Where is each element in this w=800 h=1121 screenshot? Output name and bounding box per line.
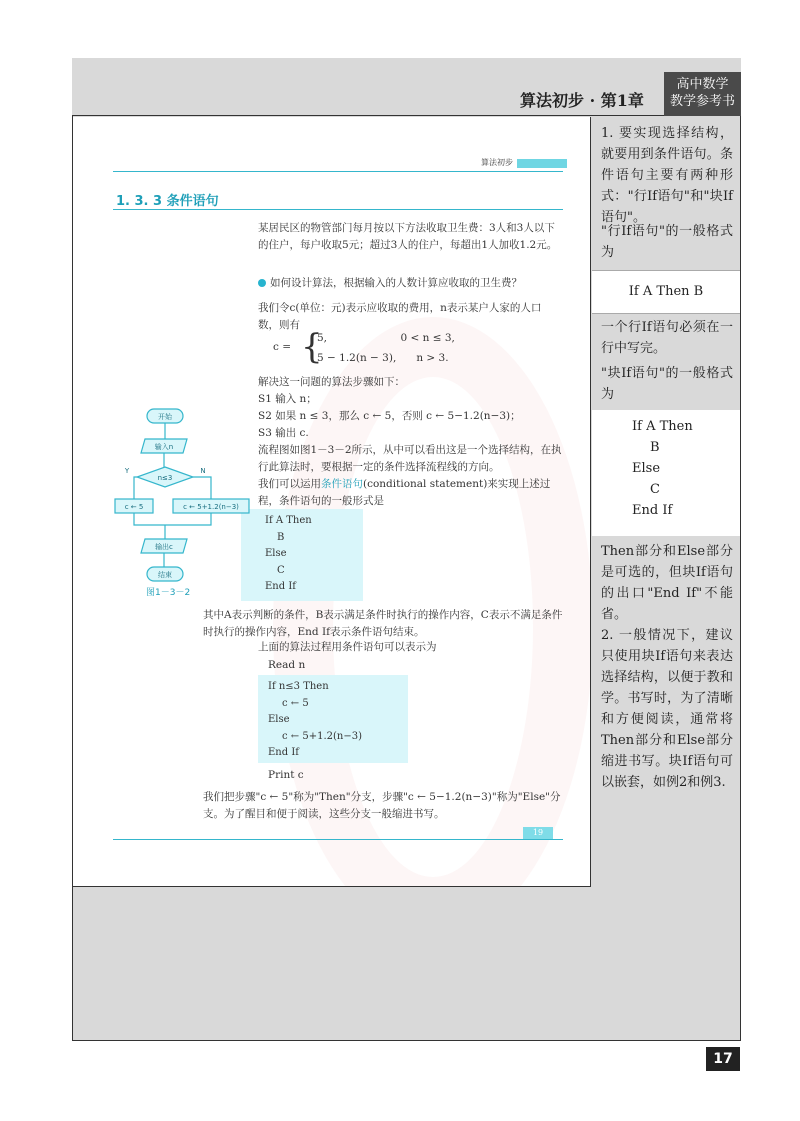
block-if-line: If A Then [632, 419, 693, 434]
flow-no-label: N [200, 467, 206, 475]
formula-row-2: 5 − 1.2(n − 3), n > 3. [317, 352, 449, 364]
flow-else-label: c ← 5+1.2(n−3) [183, 503, 239, 511]
side-note-2: "行If语句"的一般格式为 [601, 224, 733, 260]
page-number: 17 [706, 1047, 740, 1071]
code2-line: End If [268, 747, 299, 758]
code1-line: If A Then [265, 515, 312, 526]
block-if-line: B [650, 440, 660, 455]
step-2: S2 如果 n ≤ 3，那么 c ← 5，否则 c ← 5−1.2(n−3)； [258, 410, 521, 422]
conditional-text-a: 我们可以运用 [258, 478, 321, 490]
general-form-code-block [241, 509, 363, 601]
intro-paragraph: 某居民区的物管部门每月按以下方法收取卫生费：3人和3人以下的住户，每户收取5元；超过3人的住户，每超出1人加收1.2元。 [258, 222, 558, 251]
section-rule [113, 209, 563, 210]
flow-input-label: 输入n [154, 443, 174, 451]
question-text: 如何设计算法，根据输入的人数计算应收取的卫生费？ [270, 277, 522, 289]
flow-cond-label: n≤3 [157, 474, 173, 482]
chapter-title: 算法初步 · 第1章 [520, 91, 644, 110]
running-head [481, 157, 571, 168]
question-bullet-icon [258, 279, 266, 287]
code1-line: C [277, 564, 285, 576]
algorithm-code-block [258, 675, 408, 763]
side-note-6: 2. 一般情况下，建议只使用块If语句来表达选择结构，以便于教和学。书写时，为了清晰和方便阅读，通常将Then部分和Else部分缩进书写。块If语句可以嵌套，如例2和例3. [601, 628, 733, 790]
block-if-line: C [650, 482, 660, 497]
print-line: Print c [268, 769, 304, 781]
flow-output-label: 输出c [155, 543, 173, 551]
footer-rule [113, 839, 563, 840]
figure-label: 图1－3－2 [146, 588, 191, 598]
code1-line: B [277, 531, 285, 543]
formula-brace: { [301, 327, 323, 367]
side-note-4: "块If语句"的一般格式为 [601, 366, 733, 402]
code2-line: c ← 5+1.2(n−3) [282, 730, 362, 742]
formula-lhs: c = [273, 341, 292, 353]
flow-then-label: c ← 5 [124, 503, 144, 511]
inner-page-number: 19 [523, 827, 553, 839]
flow-yes-label: Y [124, 467, 130, 475]
formula-row-1: 5, 0 < n ≤ 3, [317, 332, 455, 344]
side-note-3: 一个行If语句必须在一行中写完。 [601, 320, 733, 356]
running-head-bar [517, 159, 567, 168]
block-if-line: End If [632, 503, 673, 518]
header-rule [113, 171, 563, 172]
explanation-paragraph: 其中A表示判断的条件，B表示满足条件时执行的操作内容，C表示不满足条件时执行的操作内容，End If表示条件语句结束。 [203, 609, 563, 638]
steps-intro: 解决这一问题的算法步骤如下： [258, 376, 405, 388]
algorithm-intro: 上面的算法过程用条件语句可以表示为 [258, 641, 437, 653]
flow-start-label: 开始 [158, 413, 172, 421]
code1-line: Else [265, 548, 287, 559]
question-line [258, 275, 558, 292]
branch-paragraph: 我们把步骤"c ← 5"称为"Then"分支，步骤"c ← 5−1.2(n−3)"称为"Else"分支。为了醒目和便于阅读，这些分支一般缩进书写。 [203, 791, 561, 820]
line-if-box: If A Then B [592, 270, 740, 314]
code2-line: If n≤3 Then [268, 681, 329, 692]
badge-line2: 教学参考书 [669, 94, 735, 109]
conditional-paragraph [258, 476, 563, 510]
code2-line: Else [268, 714, 290, 725]
running-head-label: 算法初步 [481, 158, 513, 167]
flowchart [113, 407, 253, 587]
book-badge [664, 72, 741, 116]
badge-line1: 高中数学 [676, 77, 729, 92]
block-if-line: Else [632, 461, 661, 476]
code2-line: c ← 5 [282, 697, 309, 709]
block-if-box [592, 410, 740, 536]
step-3: S3 输出 c. [258, 427, 309, 439]
read-line: Read n [268, 659, 306, 671]
flow-end-label: 结束 [158, 571, 172, 579]
side-note-1: 1. 要实现选择结构，就要用到条件语句。条件语句主要有两种形式："行If语句"和"块If语句"。 [601, 126, 733, 225]
embedded-textbook-page [73, 117, 591, 887]
step-1: S1 输入 n； [258, 393, 317, 405]
side-note-5: Then部分和Else部分是可选的，但块If语句的出口"End If"不能省。 [601, 544, 733, 622]
flowchart-paragraph: 流程图如图1－3－2所示，从中可以看出这是一个选择结构，在执行此算法时，要根据一定的条件选择流程线的方向。 [258, 444, 562, 473]
definition-paragraph: 我们令c(单位：元)表示应收取的费用，n表示某户人家的人口数，则有 [258, 302, 542, 331]
conditional-term: 条件语句 [321, 478, 363, 490]
code1-line: End If [265, 581, 296, 592]
section-title: 1. 3. 3 条件语句 [116, 194, 219, 209]
conditional-text-b: (conditional statement)来实现上述过程，条件语句的一般形式是 [258, 478, 551, 507]
